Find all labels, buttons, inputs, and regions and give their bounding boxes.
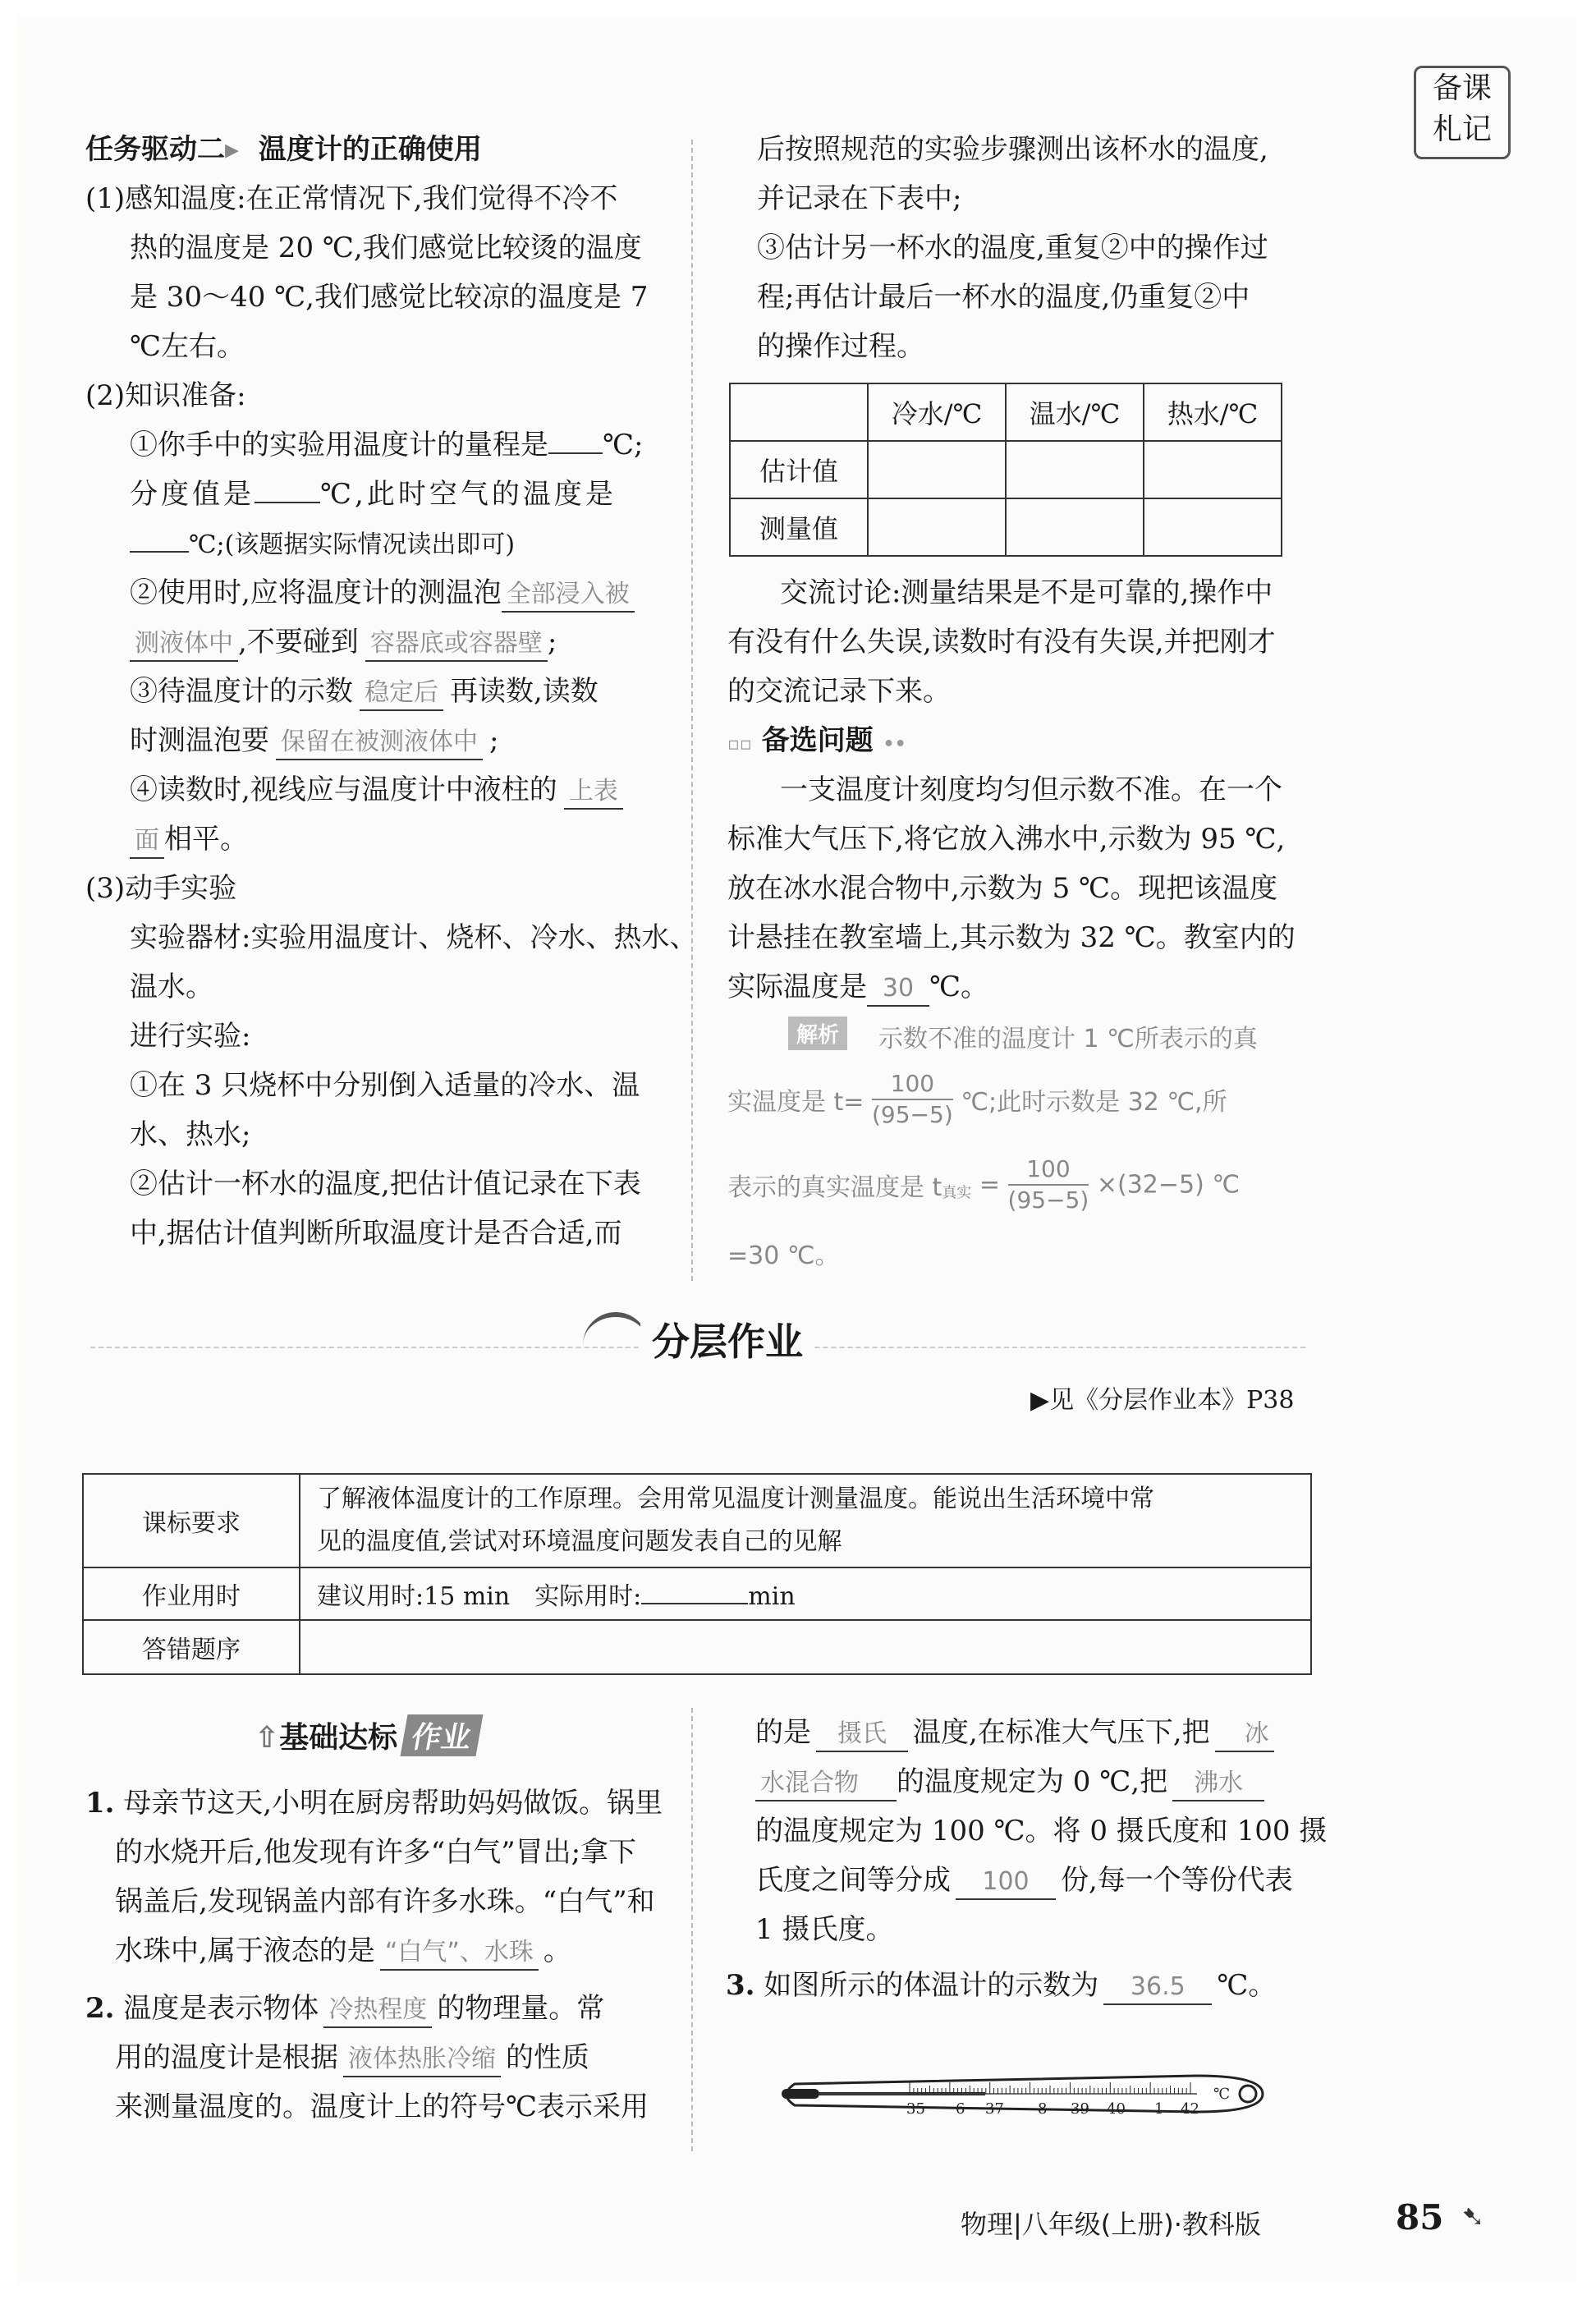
answer-ice-b: 水混合物: [755, 1767, 897, 1801]
q2-line8: 1 摄氏度。: [755, 1913, 894, 1946]
table-header-row: [730, 383, 1282, 441]
analysis-line1: 示数不准的温度计 1 ℃所表示的真: [878, 1025, 1258, 1053]
blank-division[interactable]: [255, 474, 320, 503]
proceed-label: 进行实验:: [130, 1020, 251, 1053]
k3-line2: [130, 716, 498, 765]
notes-tag-line2: 札记: [1432, 112, 1492, 146]
req-content-line: 了解液体温度计的工作原理。会用常见温度计测量温度。能说出生活环境中常: [317, 1485, 1154, 1513]
banner-arc-icon: [583, 1312, 649, 1358]
task-heading: [85, 125, 482, 174]
q2-text: 温度,在标准大气压下,把: [913, 1716, 1210, 1749]
s1-line2: 水、热水;: [130, 1118, 251, 1151]
k1-line2: [130, 470, 617, 519]
table-row: [83, 1620, 1311, 1674]
thermo-label: 37: [985, 2100, 1004, 2118]
record-table: [729, 383, 1282, 557]
analysis-text: =: [979, 1170, 1000, 1200]
right-line3: ③估计另一杯水的温度,重复②中的操作过: [757, 232, 1268, 264]
thermo-label: 39: [1071, 2100, 1089, 2118]
k2-line2: [130, 617, 557, 667]
basic-heading: [255, 1714, 479, 1756]
s2-line2: 中,据估计值判断所取温度计是否合适,而: [130, 1217, 622, 1250]
k4-text-b: 相平。: [164, 823, 248, 856]
answer-ice-a: 冰: [1215, 1718, 1274, 1752]
table-cell[interactable]: [1144, 441, 1282, 498]
q3-text: ℃。: [1217, 1969, 1277, 2002]
alt-line4: 计悬挂在教室墙上,其示数为 32 ℃。教室内的: [727, 921, 1296, 954]
req-content-line: 见的温度值,尝试对环境温度问题发表自己的见解: [317, 1527, 842, 1556]
subscript: 真实: [942, 1184, 972, 1202]
answer-surface-a: 上表: [564, 775, 623, 810]
answer-surface-b: 面: [130, 824, 164, 859]
fraction-denominator: (95−5): [871, 1101, 953, 1128]
table-row-label: 测量值: [730, 498, 868, 556]
p2-title: (2)知识准备:: [85, 379, 246, 412]
thermo-label: 40: [1107, 2100, 1126, 2118]
alt-heading: [727, 716, 906, 769]
thermo-label: 35: [906, 2100, 925, 2118]
analysis-text: ×(32−5) ℃: [1096, 1170, 1241, 1200]
thermo-label: 6: [956, 2100, 965, 2118]
discussion-line2: 有没有什么失误,读数时有没有失误,并把刚才: [727, 626, 1276, 659]
wrong-label: 答错题序: [83, 1620, 300, 1674]
s2-line1: ②估计一杯水的温度,把估计值记录在下表: [130, 1168, 641, 1200]
blank-range[interactable]: [548, 425, 603, 454]
answer-reading: 36.5: [1103, 1971, 1212, 2005]
q2-line1: [85, 1984, 604, 2033]
right-line5: 的操作过程。: [757, 330, 924, 363]
up-arrow-icon: ⇧: [255, 1721, 280, 1755]
footer-arrow-icon: ➷: [1461, 2201, 1485, 2233]
arrow-icon: ▸: [225, 133, 240, 166]
k3-text-c: 时测温泡要: [130, 724, 269, 757]
analysis-text: 表示的真实温度是 t: [727, 1173, 942, 1202]
fraction-denominator: (95−5): [1007, 1186, 1089, 1214]
q1-text: 母亲节这天,小明在厨房帮助妈妈做饭。锅里: [123, 1787, 663, 1820]
q2-text: 氏度之间等分成: [755, 1864, 951, 1897]
q2-text: 的温度规定为 0 ℃,把: [897, 1765, 1168, 1798]
q1-line4: [115, 1926, 571, 1976]
q3-text: 如图所示的体温计的示数为: [764, 1969, 1099, 2002]
alt-text-b: ℃。: [929, 971, 989, 1003]
alt-line5: [727, 962, 988, 1012]
k3-text-b: 再读数,读数: [450, 675, 598, 708]
table-header-cell: 冷水/℃: [868, 383, 1006, 441]
analysis-text: ℃;此时示数是 32 ℃,所: [961, 1088, 1227, 1117]
answer-divisions: 100: [956, 1866, 1056, 1900]
q2-number: 2.: [85, 1992, 115, 2025]
homework-ref[interactable]: ▶见《分层作业本》P38: [1030, 1386, 1295, 1415]
notes-tag-line1: 备课: [1432, 71, 1492, 105]
q3-line: [726, 1961, 1276, 2010]
dots-icon: ▫▫: [727, 734, 752, 755]
time-label: 作业用时: [83, 1567, 300, 1620]
q2-line6: 的温度规定为 100 ℃。将 0 摄氏度和 100 摄: [755, 1815, 1328, 1847]
answer-hot-cold: 冷热程度: [323, 1994, 432, 2028]
q2-text: 的性质: [506, 2041, 589, 2074]
notes-tag: [1414, 66, 1511, 159]
k3-text-d: ;: [489, 724, 499, 757]
q2-text: 的物理量。常: [437, 1992, 605, 2025]
answer-boiling: 沸水: [1172, 1767, 1264, 1801]
time-unit: min: [748, 1582, 796, 1611]
k2-text-b: ,不要碰到: [238, 626, 359, 659]
page: [16, 16, 1576, 2283]
k1-text-c: 分度值是: [130, 478, 255, 511]
k1-text-e: ℃;(该题据实际情况读出即可): [189, 530, 516, 559]
k1-line3: [130, 519, 515, 570]
dots-icon: ••: [883, 734, 906, 755]
alt-line1: 一支温度计刻度均匀但示数不准。在一个: [780, 773, 1282, 806]
answer-liquid: “白气”、水珠: [380, 1936, 539, 1971]
q1-line2: 的水烧开后,他发现有许多“白气”冒出;拿下: [115, 1836, 637, 1869]
blank-air-temp[interactable]: [130, 523, 189, 553]
right-line2: 并记录在下表中;: [757, 182, 962, 215]
k1-line1: [130, 420, 644, 470]
column-divider: [691, 140, 693, 1281]
k3-line1: [130, 667, 598, 716]
answer-expansion: 液体热胀冷缩: [343, 2043, 501, 2077]
q2-line2: [115, 2033, 589, 2082]
basic-title: 基础达标: [279, 1721, 398, 1755]
analysis-tag: 解析: [788, 1017, 847, 1050]
q2-line3: 来测量温度的。温度计上的符号℃表示采用: [115, 2091, 649, 2123]
answer-celsius: 摄氏: [816, 1718, 908, 1752]
answer-actual-temp: 30: [867, 972, 929, 1007]
q2-text: 温度是表示物体: [123, 1992, 319, 2025]
q1-text: 水珠中,属于液态的是: [115, 1935, 375, 1967]
discussion-line1: 交流讨论:测量结果是不是可靠的,操作中: [780, 576, 1273, 609]
q1-line3: 锅盖后,发现锅盖内部有许多水珠。“白气”和: [115, 1885, 655, 1918]
req-label: 课标要求: [83, 1474, 300, 1567]
k3-text-a: ③待温度计的示数: [130, 675, 353, 708]
answer-immerse-b: 测液体中: [130, 627, 238, 662]
analysis-line3: [727, 1154, 1240, 1215]
thermometer-svg: [770, 2061, 1296, 2127]
thermo-unit: ℃: [1213, 2086, 1231, 2103]
table-cell[interactable]: [868, 441, 1006, 498]
right-line4: 程;再估计最后一杯水的温度,仍重复②中: [757, 281, 1250, 314]
fraction-numerator: 100: [872, 1069, 953, 1100]
fraction: [872, 1069, 953, 1130]
answer-container: 容器底或容器壁: [365, 627, 548, 662]
k4-text-a: ④读数时,视线应与温度计中液柱的: [130, 773, 557, 806]
footer-subject: 物理|八年级(上册)·教科版: [961, 2209, 1261, 2240]
k1-text-a: ①你手中的实验用温度计的量程是: [130, 429, 548, 461]
req-content: [300, 1474, 1311, 1567]
p3-title: (3)动手实验: [85, 872, 237, 905]
thermo-label: 8: [1038, 2100, 1048, 2118]
k2-line1: [130, 568, 635, 617]
table-header-cell: 温水/℃: [1006, 383, 1144, 441]
thermo-label: 42: [1181, 2100, 1199, 2118]
column-divider: [691, 1708, 693, 2151]
table-cell[interactable]: [868, 498, 1006, 556]
p1-line3: 是 30～40 ℃,我们感觉比较凉的温度是 7: [130, 281, 649, 314]
k1-text-d: ℃,此时空气的温度是: [320, 478, 617, 511]
table-row: [83, 1567, 1311, 1620]
k2-text-a: ②使用时,应将温度计的测温泡: [130, 576, 502, 609]
k1-text-b: ℃;: [603, 429, 644, 461]
table-row: [730, 441, 1282, 498]
p1-line1: (1)感知温度:在正常情况下,我们觉得不冷不: [85, 182, 618, 215]
right-line1: 后按照规范的实验步骤测出该杯水的温度,: [757, 133, 1268, 166]
clinical-thermometer-figure: [770, 2061, 1296, 2127]
time-content: [300, 1567, 1311, 1620]
alt-text-a: 实际温度是: [727, 971, 867, 1003]
task-prefix: 任务驱动二: [85, 133, 225, 166]
equip-line1: 实验器材:实验用温度计、烧杯、冷水、热水、: [130, 921, 698, 954]
analysis-text: 实温度是 t=: [727, 1088, 864, 1117]
table-row: [83, 1474, 1311, 1567]
p1-line4: ℃左右。: [130, 330, 245, 363]
analysis-line4: =30 ℃。: [727, 1241, 840, 1270]
page-number: 85: [1396, 2197, 1444, 2237]
q3-number: 3.: [726, 1969, 755, 2002]
table-cell[interactable]: [1144, 498, 1282, 556]
homework-title: 分层作业: [640, 1312, 814, 1366]
table-row: [730, 498, 1282, 556]
k4-line2: [130, 815, 248, 864]
k2-text-c: ;: [547, 626, 557, 659]
table-cell[interactable]: [1006, 498, 1144, 556]
table-cell[interactable]: [1006, 441, 1144, 498]
table-row-label: 估计值: [730, 441, 868, 498]
q2-line5: [755, 1757, 1264, 1806]
alt-line2: 标准大气压下,将它放入沸水中,示数为 95 ℃,: [727, 823, 1286, 856]
table-header-cell: 热水/℃: [1144, 383, 1282, 441]
requirement-table: [82, 1473, 1312, 1675]
s1-line1: ①在 3 只烧杯中分别倒入适量的冷水、温: [130, 1069, 640, 1102]
alt-title: 备选问题: [761, 724, 874, 757]
q1-text: 。: [543, 1935, 571, 1967]
q2-line7: [755, 1856, 1293, 1905]
q1-line1: [85, 1778, 663, 1828]
equip-line2: 温水。: [130, 971, 213, 1003]
fraction-numerator: 100: [1008, 1154, 1089, 1186]
wrong-content[interactable]: [300, 1620, 1311, 1674]
blank-actual-time[interactable]: [641, 1578, 748, 1604]
analysis-line2: [727, 1069, 1227, 1130]
basic-tag: 作业: [401, 1714, 484, 1756]
answer-stable: 稳定后: [360, 677, 443, 711]
q2-line4: [755, 1708, 1274, 1757]
task-title: 温度计的正确使用: [258, 133, 482, 166]
thermo-label: 1: [1154, 2100, 1164, 2118]
answer-immerse-a: 全部浸入被: [502, 578, 635, 613]
k4-line1: [130, 765, 623, 815]
answer-keep-in-liquid: 保留在被测液体中: [276, 726, 483, 760]
fraction: [1008, 1154, 1089, 1215]
q1-number: 1.: [85, 1787, 115, 1820]
table-header-cell: [730, 383, 868, 441]
alt-line3: 放在冰水混合物中,示数为 5 ℃。现把该温度: [727, 872, 1278, 905]
p1-line2: 热的温度是 20 ℃,我们感觉比较烫的温度: [130, 232, 642, 264]
q2-text: 用的温度计是根据: [115, 2041, 338, 2074]
q2-text: 的是: [755, 1716, 811, 1749]
q2-text: 份,每一个等份代表: [1061, 1864, 1293, 1897]
discussion-line3: 的交流记录下来。: [727, 675, 951, 708]
time-text: 建议用时:15 min 实际用时:: [317, 1582, 642, 1611]
